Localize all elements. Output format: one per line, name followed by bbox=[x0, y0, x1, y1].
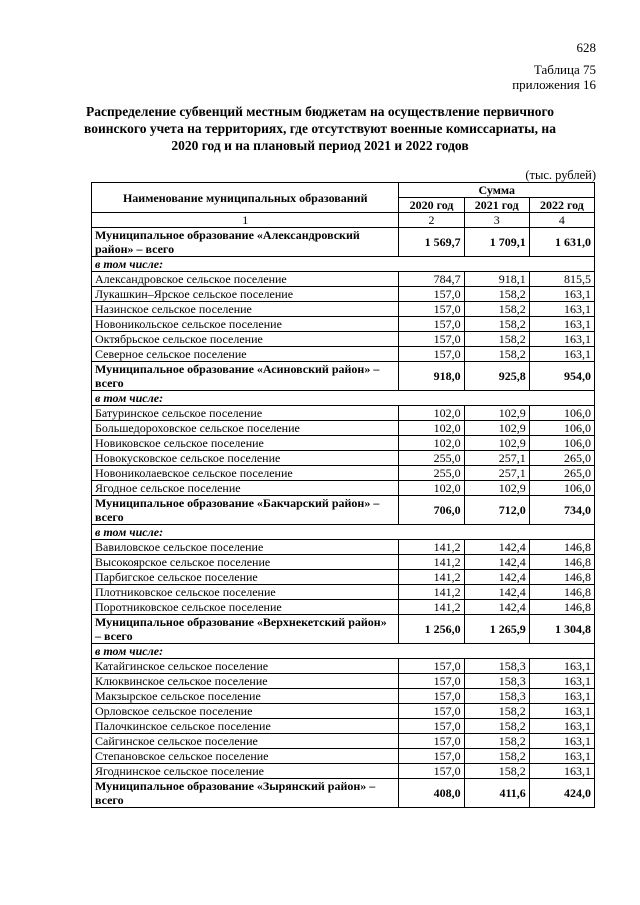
district-total-row bbox=[92, 228, 595, 257]
settlement-value: 106,0 bbox=[529, 436, 594, 451]
subheading-row bbox=[92, 257, 595, 272]
settlement-row bbox=[92, 540, 595, 555]
column-number: 1 bbox=[92, 213, 399, 228]
settlement-value: 102,0 bbox=[399, 421, 464, 436]
settlement-row bbox=[92, 764, 595, 779]
settlement-row bbox=[92, 287, 595, 302]
settlement-value: 158,2 bbox=[464, 749, 529, 764]
settlement-value: 142,4 bbox=[464, 570, 529, 585]
settlement-value: 157,0 bbox=[399, 347, 464, 362]
settlement-value: 158,2 bbox=[464, 704, 529, 719]
settlement-name: Степановское сельское поселение bbox=[92, 749, 399, 764]
header-year-2020: 2020 год bbox=[399, 198, 464, 213]
page-number: 628 bbox=[576, 40, 596, 55]
settlement-value: 257,1 bbox=[464, 466, 529, 481]
district-value: 1 631,0 bbox=[529, 228, 594, 257]
settlement-value: 157,0 bbox=[399, 689, 464, 704]
settlement-name: Александровское сельское поселение bbox=[92, 272, 399, 287]
settlement-value: 157,0 bbox=[399, 764, 464, 779]
settlement-value: 163,1 bbox=[529, 734, 594, 749]
settlement-name: Ягодное сельское поселение bbox=[92, 481, 399, 496]
district-value: 734,0 bbox=[529, 496, 594, 525]
header-sum: Сумма bbox=[399, 183, 595, 198]
district-value: 411,6 bbox=[464, 779, 529, 808]
settlement-value: 146,8 bbox=[529, 600, 594, 615]
settlement-value: 157,0 bbox=[399, 317, 464, 332]
district-value: 925,8 bbox=[464, 362, 529, 391]
district-value: 1 304,8 bbox=[529, 615, 594, 644]
settlement-value: 157,0 bbox=[399, 674, 464, 689]
settlement-value: 158,2 bbox=[464, 317, 529, 332]
settlement-value: 163,1 bbox=[529, 302, 594, 317]
settlement-name: Новоникольское сельское поселение bbox=[92, 317, 399, 332]
settlement-row bbox=[92, 555, 595, 570]
settlement-row bbox=[92, 659, 595, 674]
column-number: 3 bbox=[464, 213, 529, 228]
settlement-row bbox=[92, 406, 595, 421]
settlement-name: Палочкинское сельское поселение bbox=[92, 719, 399, 734]
settlement-value: 146,8 bbox=[529, 585, 594, 600]
district-value: 954,0 bbox=[529, 362, 594, 391]
settlement-value: 163,1 bbox=[529, 287, 594, 302]
subheading-label: в том числе: bbox=[92, 391, 595, 406]
settlement-name: Вавиловское сельское поселение bbox=[92, 540, 399, 555]
settlement-value: 102,0 bbox=[399, 406, 464, 421]
district-total-row bbox=[92, 362, 595, 391]
settlement-value: 163,1 bbox=[529, 674, 594, 689]
header-year-2021: 2021 год bbox=[464, 198, 529, 213]
subvention-table bbox=[91, 182, 595, 808]
table-body bbox=[92, 228, 595, 808]
settlement-name: Октябрьское сельское поселение bbox=[92, 332, 399, 347]
settlement-value: 106,0 bbox=[529, 421, 594, 436]
table-ref-line2: приложения 16 bbox=[512, 77, 596, 92]
settlement-value: 141,2 bbox=[399, 600, 464, 615]
settlement-row bbox=[92, 302, 595, 317]
district-value: 1 256,0 bbox=[399, 615, 464, 644]
settlement-value: 157,0 bbox=[399, 659, 464, 674]
settlement-value: 141,2 bbox=[399, 555, 464, 570]
district-value: 1 265,9 bbox=[464, 615, 529, 644]
settlement-row bbox=[92, 317, 595, 332]
subheading-row bbox=[92, 644, 595, 659]
units-note: (тыс. рублей) bbox=[525, 168, 596, 182]
settlement-name: Большедороховское сельское поселение bbox=[92, 421, 399, 436]
settlement-name: Назинское сельское поселение bbox=[92, 302, 399, 317]
subheading-label: в том числе: bbox=[92, 257, 595, 272]
settlement-row bbox=[92, 704, 595, 719]
settlement-name: Лукашкин–Ярское сельское поселение bbox=[92, 287, 399, 302]
settlement-row bbox=[92, 466, 595, 481]
settlement-value: 102,9 bbox=[464, 436, 529, 451]
settlement-name: Новокусковское сельское поселение bbox=[92, 451, 399, 466]
district-value: 1 569,7 bbox=[399, 228, 464, 257]
settlement-name: Поротниковское сельское поселение bbox=[92, 600, 399, 615]
settlement-value: 163,1 bbox=[529, 749, 594, 764]
settlement-value: 157,0 bbox=[399, 734, 464, 749]
table-reference bbox=[512, 62, 596, 92]
settlement-value: 815,5 bbox=[529, 272, 594, 287]
settlement-value: 255,0 bbox=[399, 466, 464, 481]
district-value: 408,0 bbox=[399, 779, 464, 808]
settlement-value: 142,4 bbox=[464, 540, 529, 555]
settlement-value: 102,9 bbox=[464, 481, 529, 496]
settlement-value: 102,9 bbox=[464, 406, 529, 421]
district-value: 712,0 bbox=[464, 496, 529, 525]
settlement-value: 163,1 bbox=[529, 704, 594, 719]
subheading-label: в том числе: bbox=[92, 644, 595, 659]
district-name: Муниципальное образование «Верхнекетский район» – всего bbox=[92, 615, 399, 644]
settlement-name: Катайгинское сельское поселение bbox=[92, 659, 399, 674]
table-ref-line1: Таблица 75 bbox=[533, 62, 596, 77]
settlement-row bbox=[92, 332, 595, 347]
settlement-value: 158,3 bbox=[464, 659, 529, 674]
settlement-name: Сайгинское сельское поселение bbox=[92, 734, 399, 749]
settlement-row bbox=[92, 481, 595, 496]
settlement-value: 146,8 bbox=[529, 540, 594, 555]
settlement-value: 157,0 bbox=[399, 719, 464, 734]
document-title: Распределение субвенций местным бюджетам на осуществление первичного воинского учета на территориях, где отсутствуют военные комиссариаты, на 2020 год и на плановый период 2021 и 2022 годов bbox=[84, 104, 556, 153]
settlement-value: 163,1 bbox=[529, 689, 594, 704]
settlement-value: 163,1 bbox=[529, 659, 594, 674]
settlement-row bbox=[92, 719, 595, 734]
district-name: Муниципальное образование «Александровский район» – всего bbox=[92, 228, 399, 257]
district-value: 424,0 bbox=[529, 779, 594, 808]
settlement-value: 158,3 bbox=[464, 689, 529, 704]
settlement-row bbox=[92, 421, 595, 436]
settlement-name: Орловское сельское поселение bbox=[92, 704, 399, 719]
settlement-name: Высокоярское сельское поселение bbox=[92, 555, 399, 570]
subheading-label: в том числе: bbox=[92, 525, 595, 540]
settlement-name: Северное сельское поселение bbox=[92, 347, 399, 362]
settlement-value: 102,0 bbox=[399, 481, 464, 496]
settlement-name: Батуринское сельское поселение bbox=[92, 406, 399, 421]
district-value: 706,0 bbox=[399, 496, 464, 525]
district-name: Муниципальное образование «Зырянский район» – всего bbox=[92, 779, 399, 808]
column-number: 4 bbox=[529, 213, 594, 228]
settlement-value: 157,0 bbox=[399, 704, 464, 719]
settlement-value: 146,8 bbox=[529, 570, 594, 585]
settlement-name: Плотниковское сельское поселение bbox=[92, 585, 399, 600]
settlement-value: 255,0 bbox=[399, 451, 464, 466]
settlement-value: 265,0 bbox=[529, 466, 594, 481]
settlement-row bbox=[92, 689, 595, 704]
settlement-value: 158,2 bbox=[464, 287, 529, 302]
district-total-row bbox=[92, 779, 595, 808]
settlement-value: 157,0 bbox=[399, 749, 464, 764]
settlement-name: Клюквинское сельское поселение bbox=[92, 674, 399, 689]
settlement-value: 142,4 bbox=[464, 600, 529, 615]
settlement-value: 157,0 bbox=[399, 332, 464, 347]
settlement-value: 163,1 bbox=[529, 347, 594, 362]
settlement-name: Макзырское сельское поселение bbox=[92, 689, 399, 704]
column-number: 2 bbox=[399, 213, 464, 228]
settlement-row bbox=[92, 347, 595, 362]
district-total-row bbox=[92, 496, 595, 525]
settlement-value: 102,9 bbox=[464, 421, 529, 436]
settlement-row bbox=[92, 749, 595, 764]
settlement-value: 163,1 bbox=[529, 764, 594, 779]
settlement-name: Парбигское сельское поселение bbox=[92, 570, 399, 585]
settlement-value: 257,1 bbox=[464, 451, 529, 466]
settlement-row bbox=[92, 674, 595, 689]
settlement-value: 106,0 bbox=[529, 481, 594, 496]
settlement-row bbox=[92, 570, 595, 585]
settlement-value: 141,2 bbox=[399, 585, 464, 600]
settlement-value: 141,2 bbox=[399, 540, 464, 555]
settlement-row bbox=[92, 600, 595, 615]
settlement-name: Новониколаевское сельское поселение bbox=[92, 466, 399, 481]
header-year-2022: 2022 год bbox=[529, 198, 594, 213]
settlement-value: 158,2 bbox=[464, 734, 529, 749]
subheading-row bbox=[92, 525, 595, 540]
settlement-value: 163,1 bbox=[529, 332, 594, 347]
settlement-value: 158,2 bbox=[464, 764, 529, 779]
header-name-column: Наименование муниципальных образований bbox=[92, 183, 399, 213]
settlement-value: 102,0 bbox=[399, 436, 464, 451]
district-value: 1 709,1 bbox=[464, 228, 529, 257]
settlement-value: 265,0 bbox=[529, 451, 594, 466]
settlement-value: 142,4 bbox=[464, 555, 529, 570]
district-name: Муниципальное образование «Бакчарский район» – всего bbox=[92, 496, 399, 525]
settlement-value: 141,2 bbox=[399, 570, 464, 585]
settlement-value: 163,1 bbox=[529, 719, 594, 734]
district-name: Муниципальное образование «Асиновский район» – всего bbox=[92, 362, 399, 391]
district-value: 918,0 bbox=[399, 362, 464, 391]
settlement-row bbox=[92, 436, 595, 451]
subheading-row bbox=[92, 391, 595, 406]
settlement-value: 146,8 bbox=[529, 555, 594, 570]
settlement-name: Ягоднинское сельское поселение bbox=[92, 764, 399, 779]
settlement-row bbox=[92, 272, 595, 287]
district-total-row bbox=[92, 615, 595, 644]
settlement-value: 163,1 bbox=[529, 317, 594, 332]
settlement-row bbox=[92, 451, 595, 466]
settlement-value: 157,0 bbox=[399, 302, 464, 317]
settlement-row bbox=[92, 585, 595, 600]
settlement-value: 106,0 bbox=[529, 406, 594, 421]
settlement-name: Новиковское сельское поселение bbox=[92, 436, 399, 451]
settlement-value: 784,7 bbox=[399, 272, 464, 287]
settlement-value: 158,2 bbox=[464, 347, 529, 362]
settlement-value: 158,3 bbox=[464, 674, 529, 689]
settlement-value: 157,0 bbox=[399, 287, 464, 302]
settlement-value: 918,1 bbox=[464, 272, 529, 287]
settlement-value: 158,2 bbox=[464, 302, 529, 317]
settlement-value: 158,2 bbox=[464, 332, 529, 347]
settlement-row bbox=[92, 734, 595, 749]
settlement-value: 158,2 bbox=[464, 719, 529, 734]
settlement-value: 142,4 bbox=[464, 585, 529, 600]
